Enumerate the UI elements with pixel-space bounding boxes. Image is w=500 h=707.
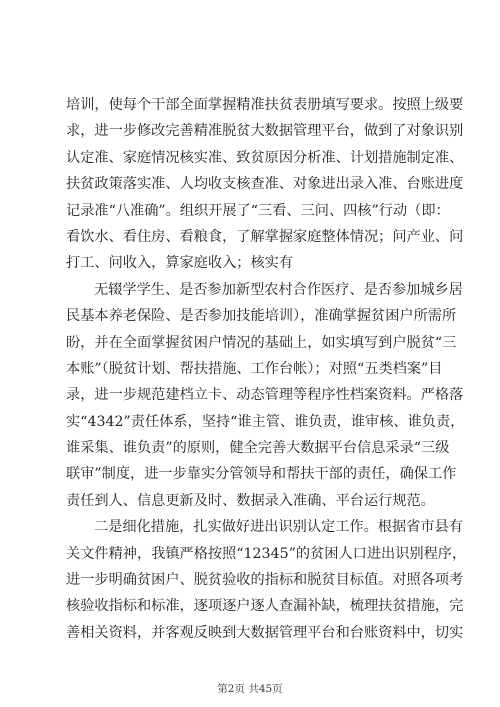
text-line: 实“4342”责任体系，坚持“谁主管、谁负责，谁审核、谁负责， [66, 413, 465, 430]
text-line: 求，进一步修改完善精准脱贫大数据管理平台，做到了对象识别 [66, 123, 464, 140]
text-line: 二是细化措施，扎实做好进出识别认定工作。根据省市县有 [94, 519, 463, 536]
text-line: 本账”（脱贫计划、帮扶措施、工作台帐）；对照“五类档案”目 [66, 360, 443, 377]
text-line: 记录准“八准确”。组织开展了“三看、三问、四核”行动（即： [66, 202, 450, 219]
text-line: 进一步明确贫困户、脱贫验收的指标和脱贫目标值。对照各项考 [66, 572, 464, 589]
paragraph [66, 277, 465, 515]
text-line: 盼，并在全面掌握贫困户情况的基础上，如实填写到户脱贫“三 [66, 334, 457, 351]
text-line: 无辍学学生、是否参加新型农村合作医疗、是否参加城乡居 [94, 281, 463, 298]
text-line: 谁采集、谁负责”的原则，健全完善大数据平台信息采录“三级 [66, 440, 450, 457]
document-body [66, 92, 467, 646]
text-line: 民基本养老保险、是否参加技能培训），准确掌握贫困户所需所 [66, 308, 457, 325]
text-line: 培训，使每个干部全面掌握精准扶贫表册填写要求。按照上级要 [66, 97, 464, 113]
text-line: 打工、问收入，算家庭收入；核实有 [66, 255, 294, 272]
text-line: 联审”制度，进一步靠实分管领导和帮扶干部的责任，确保工作 [66, 466, 457, 483]
text-line: 责任到人、信息更新及时、数据录入准确、平台运行规范。 [66, 492, 435, 509]
text-line: 扶贫政策落实准、人均收支核查准、对象进出录入准、台账进度 [66, 176, 464, 193]
paragraph [66, 92, 464, 277]
text-line: 善相关资料，并客观反映到大数据管理平台和台账资料中，切实 [66, 624, 464, 641]
text-line: 关文件精神，我镇严格按照“12345”的贫困人口进出识别程序， [66, 545, 467, 562]
text-line: 核验收指标和标准，逐项逐户逐人查漏补缺，梳理扶贫措施，完 [66, 598, 464, 615]
text-line: 看饮水、看住房、看粮食，了解掌握家庭整体情况；问产业、问 [66, 228, 464, 245]
text-line: 认定准、家庭情况核实准、致贫原因分析准、计划措施制定准、 [66, 149, 464, 166]
page-footer: 第2页 共45页 [217, 683, 283, 695]
paragraph [66, 514, 467, 646]
text-line: 录，进一步规范建档立卡、动态管理等程序性档案资料。严格落 [66, 387, 464, 404]
